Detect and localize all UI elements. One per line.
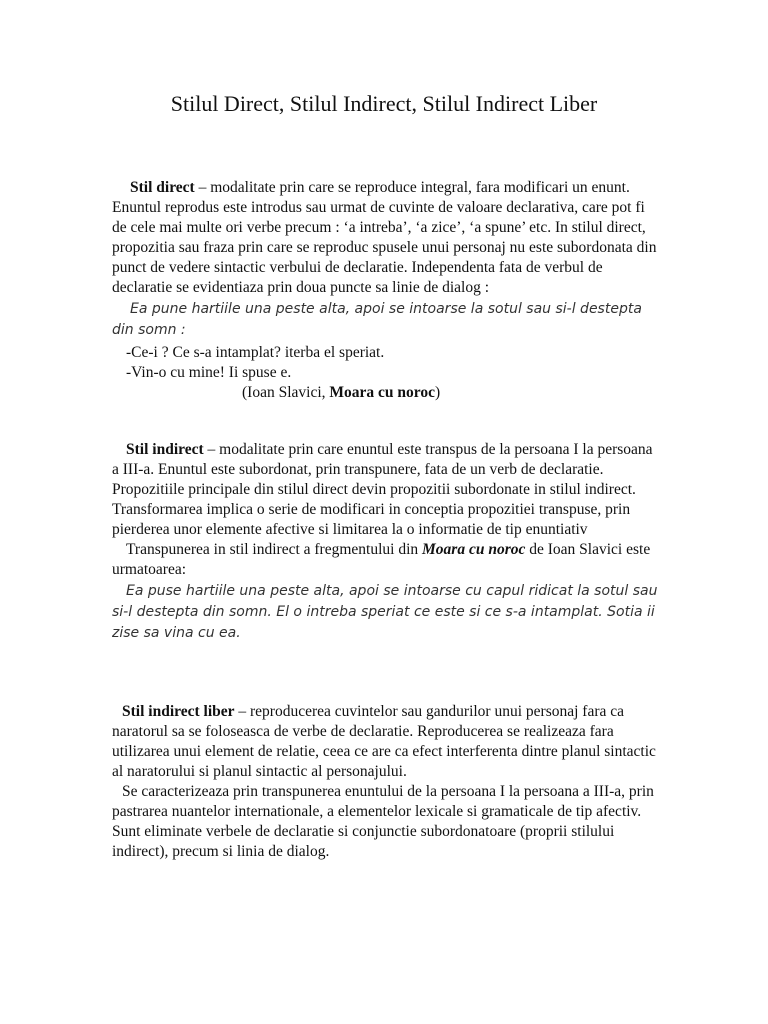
- indirect-definition: – modalitate prin care enuntul este transpus de la persoana I la persoana a III-a. Enuntul este subordonat, prin transpunere, fata de un verb de declaratie. Propozitiile principale din stilul direct devin propozitii subordonate in stilul indirect. Transformarea implica o serie de modificari in conceptia propozitiei transpuse, prin pierderea unor elemente afective si limitarea la o informatie de tip enuntiativ: [112, 441, 653, 538]
- indirect-example: Ea puse hartiile una peste alta, apoi se intoarse cu capul ridicat la sotul sau si-l destepta din somn. El o intreba speriat ce este si ce s-a intamplat. Sotia ii zise sa vina cu ea.: [112, 583, 658, 641]
- transposition-work: Moara cu noroc: [422, 541, 526, 558]
- indirect-term: Stil indirect: [126, 441, 204, 458]
- direct-dialog-line-2: -Vin-o cu mine! Ii spuse e.: [126, 364, 292, 381]
- direct-dialog-line-1: -Ce-i ? Ce s-a intamplat? iterba el speriat.: [126, 344, 385, 361]
- direct-term: Stil direct: [130, 179, 195, 196]
- free-indirect-paragraph: [112, 702, 658, 782]
- direct-example: Ea pune hartiile una peste alta, apoi se intoarse la sotul sau si-l destepta din somn :: [112, 301, 642, 338]
- indirect-transposition: [112, 540, 658, 580]
- direct-definition: – modalitate prin care se reproduce integral, fara modificari un enunt. Enuntul reprodus este introdus sau urmat de cuvinte de valoare declarativa, care pot fi de cele mai multe ori verbe precum : ‘a intreba’, ‘a zice’, ‘a spune’ etc. In stilul direct, propozitia sau fraza prin care se reproduc spusele unui personaj nu este subordonata din punct de vedere sintactic verbului de declaratie. Independenta fata de verbul de declaratie se evidentiaza prin doua puncte sa linie de dialog :: [112, 179, 657, 296]
- direct-paragraph: [112, 178, 658, 298]
- direct-citation: [112, 383, 658, 403]
- transposition-outro: de Ioan Slavici este urmatoarea:: [112, 541, 651, 578]
- transposition-intro: Transpunerea in stil indirect a fregmentului din: [126, 541, 423, 558]
- section-indirect: [112, 440, 658, 644]
- citation-close: ): [435, 384, 441, 401]
- free-indirect-definition: – reproducerea cuvintelor sau gandurilor unui personaj fara ca naratorul sa se foloseasca de verbe de declaratie. Reproducerea se realizeaza fara utilizarea unui element de relatie, ceea ce are ca efect interferenta dintre planul sintactic al naratorului si planul sintactic al personajului.: [112, 703, 656, 780]
- section-free-indirect: [112, 702, 658, 862]
- citation-work: Moara cu noroc: [329, 384, 435, 401]
- indirect-paragraph: [112, 440, 658, 540]
- citation-author: (Ioan Slavici,: [242, 384, 330, 401]
- section-direct: [112, 178, 658, 403]
- page-title: Stilul Direct, Stilul Indirect, Stilul Indirect Liber: [170, 91, 598, 116]
- free-indirect-term: Stil indirect liber: [122, 703, 235, 720]
- free-indirect-characteristics: Se caracterizeaza prin transpunerea enuntului de la persoana I la persoana a III-a, prin pastrarea nuantelor internationale, a elementelor lexicale si gramaticale de tip afectiv. Sunt eliminate verbele de declaratie si conjunctie subordonatoare (proprii stilului indirect), precum si linia de dialog.: [112, 783, 654, 860]
